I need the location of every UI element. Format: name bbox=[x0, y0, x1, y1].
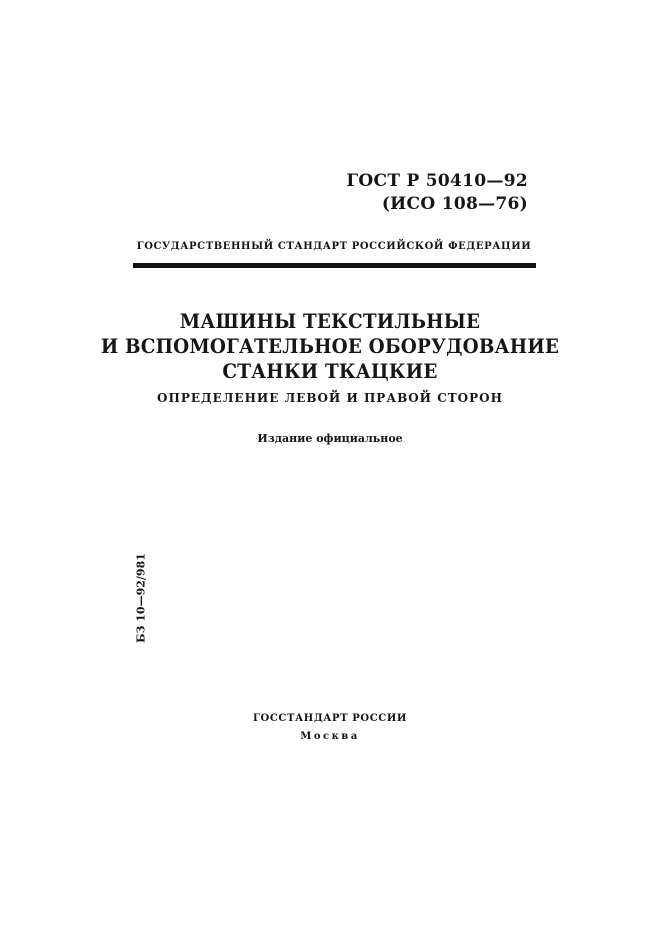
state-standard-heading: ГОСУДАРСТВЕННЫЙ СТАНДАРТ РОССИЙСКОЙ ФЕДЕРАЦИИ bbox=[136, 241, 532, 252]
side-code: БЗ 10—92/981 bbox=[134, 553, 148, 643]
publisher: ГОССТАНДАРТ РОССИИ bbox=[253, 713, 407, 724]
title-line-2: И ВСПОМОГАТЕЛЬНОЕ ОБОРУДОВАНИЕ bbox=[100, 334, 560, 358]
iso-equivalent: (ИСО 108—76) bbox=[381, 194, 528, 214]
edition-note: Издание официальное bbox=[257, 432, 403, 445]
standard-number: ГОСТ Р 50410—92 bbox=[346, 171, 528, 191]
header-rule bbox=[133, 263, 536, 268]
title-line-1: МАШИНЫ ТЕКСТИЛЬНЫЕ bbox=[179, 309, 481, 333]
city: Москва bbox=[300, 731, 360, 742]
subtitle: ОПРЕДЕЛЕНИЕ ЛЕВОЙ И ПРАВОЙ СТОРОН bbox=[157, 391, 503, 405]
title-line-3: СТАНКИ ТКАЦКИЕ bbox=[222, 359, 438, 383]
